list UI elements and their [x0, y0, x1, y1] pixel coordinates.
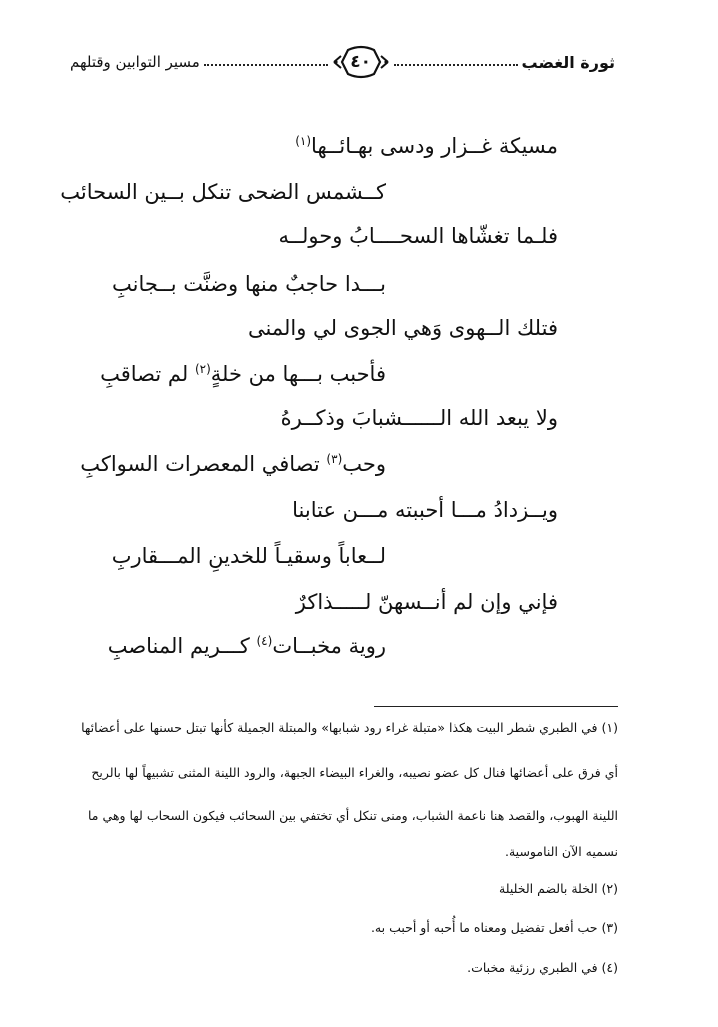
- footnote-ref: (٤): [256, 634, 273, 648]
- verse-line-4: بـــدا حاجبٌ منها وضنَّت بــجانبِ: [111, 272, 386, 296]
- section-title: مسير التوابين وقتلهم: [69, 53, 200, 71]
- page-number: ٤٠: [350, 52, 372, 72]
- footnote-ref: (١): [295, 134, 312, 148]
- footnote-ref: (٢): [194, 362, 211, 376]
- header-dotted-leader: [394, 64, 518, 66]
- verse-line-3: فلـما تغشّاها السحــــابُ وحولــه: [278, 224, 558, 248]
- footnote-1-line-2: أي فرق على أعضائها فنال كل عضو نصيبه، والغراء البيضاء الجبهة، والرود اللينة المثنى تشبيهاً لها بالريح: [91, 765, 618, 780]
- footnote-3: (٣) حب أفعل تفضيل ومعناه ما أُحبه أو أحبب به.: [370, 920, 618, 935]
- verse-line-8: وحب$^{(٣)}$ تصافي المعصرات السواكبِ: [80, 452, 386, 476]
- footnote-2: (٢) الخلة بالضم الخليلة: [499, 881, 618, 896]
- verse-line-5: فتلك الــهوى وَهي الجوى لي والمنى: [248, 316, 558, 340]
- page-number-badge: [332, 42, 390, 82]
- book-title: ثورة الغضب: [521, 52, 615, 72]
- footnote-ref: (٣): [326, 452, 343, 466]
- footnote-separator: [374, 706, 618, 707]
- footnote-1-line-1: (١) في الطبري شطر البيت هكذا «متبلة غراء رود شبابها» والمبتلة الجميلة كأنها تبتل حسنها على أعضائها: [81, 720, 618, 735]
- verse-line-9: ويــزدادُ مـــا أحببته مـــن عتابنا: [292, 498, 558, 522]
- verse-line-6: فأحبب بـــها من خلةٍ$^{(٢)}$ لم تصاقبِ: [100, 362, 386, 386]
- footnote-1-line-3: اللينة الهبوب، والقصد هنا ناعمة الشباب، ومنى تنكل أي تختفي بين السحائب فيكون السحاب لها وهي ما: [87, 808, 618, 823]
- footnote-1-line-4: نسميه الآن الناموسية.: [505, 844, 618, 859]
- running-header: [70, 40, 615, 84]
- verse-line-7: ولا يبعد الله الــــــشبابَ وذكــرهُ: [280, 406, 558, 430]
- verse-line-10: لــعاباً وسقيـاً للخدينِ المـــقاربِ: [111, 544, 386, 568]
- header-dotted-leader: [204, 64, 328, 66]
- verse-line-11: فإني وإن لم أنــسهنّ لـــــذاكرٌ: [295, 590, 558, 614]
- verse-line-1: مسيكة غــزار ودسى بهـائــها$^{(١)}$: [295, 134, 558, 158]
- verse-line-12: روية مخبــات$^{(٤)}$ كـــريم المناصبِ: [107, 634, 386, 658]
- footnote-4: (٤) في الطبري رزئية مخبات.: [467, 960, 618, 975]
- verse-line-2: كــشمس الضحى تنكل بــين السحائب: [60, 180, 386, 204]
